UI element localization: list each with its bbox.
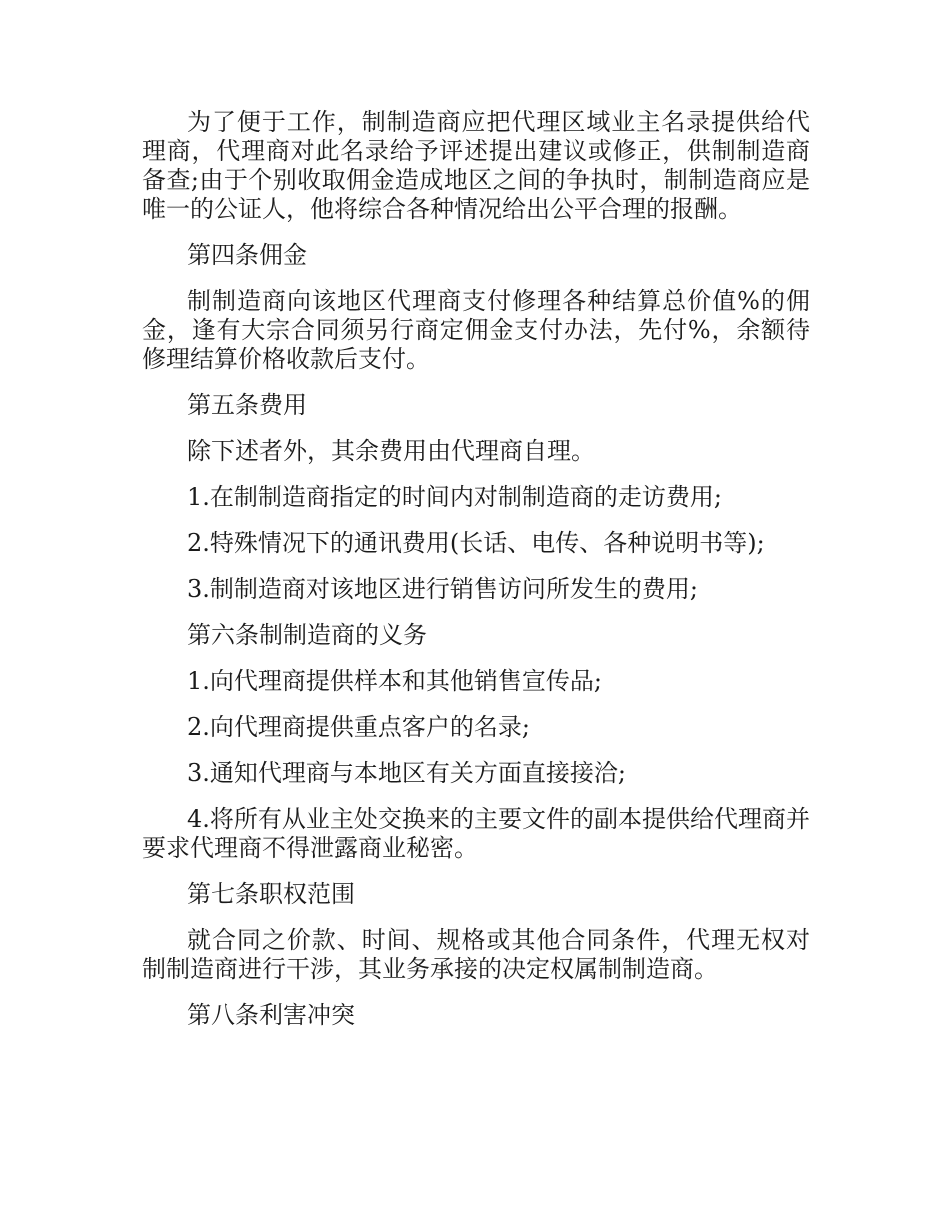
heading-article-6: 第六条制制造商的义务	[187, 621, 427, 649]
paragraph-intro: 为了便于工作，制制造商应把代理区域业主名录提供给代理商，代理商对此名录给予评述提出建议或修正，供制制造商备查;由于个别收取佣金造成地区之间的争执时，制制造商应是唯一的公证人，他将综合各种情况给出公平合理的报酬。	[142, 108, 810, 223]
paragraph-commission: 制制造商向该地区代理商支付修理各种结算总价值%的佣金，逢有大宗合同须另行商定佣金支付办法，先付%，余额待修理结算价格收款后支付。	[142, 287, 810, 373]
paragraph-authority: 就合同之价款、时间、规格或其他合同条件，代理无权对制制造商进行干涉，其业务承接的决定权属制制造商。	[142, 926, 810, 983]
heading-article-8: 第八条利害冲突	[187, 1001, 355, 1029]
list-item-duty-1: 1.向代理商提供样本和其他销售宣传品;	[187, 667, 602, 695]
paragraph-expenses: 除下述者外，其余费用由代理商自理。	[187, 437, 595, 465]
list-item-duty-3: 3.通知代理商与本地区有关方面直接接洽;	[187, 759, 626, 787]
heading-article-7: 第七条职权范围	[187, 880, 355, 908]
list-item-expense-3: 3.制制造商对该地区进行销售访问所发生的费用;	[187, 575, 698, 603]
list-item-duty-4: 4.将所有从业主处交换来的主要文件的副本提供给代理商并要求代理商不得泄露商业秘密。	[142, 805, 810, 862]
document-page	[142, 108, 810, 1047]
list-item-duty-2: 2.向代理商提供重点客户的名录;	[187, 713, 530, 741]
heading-article-4: 第四条佣金	[187, 241, 307, 269]
list-item-expense-2: 2.特殊情况下的通讯费用(长话、电传、各种说明书等);	[187, 529, 765, 557]
list-item-expense-1: 1.在制制造商指定的时间内对制制造商的走访费用;	[187, 483, 722, 511]
heading-article-5: 第五条费用	[187, 391, 307, 419]
